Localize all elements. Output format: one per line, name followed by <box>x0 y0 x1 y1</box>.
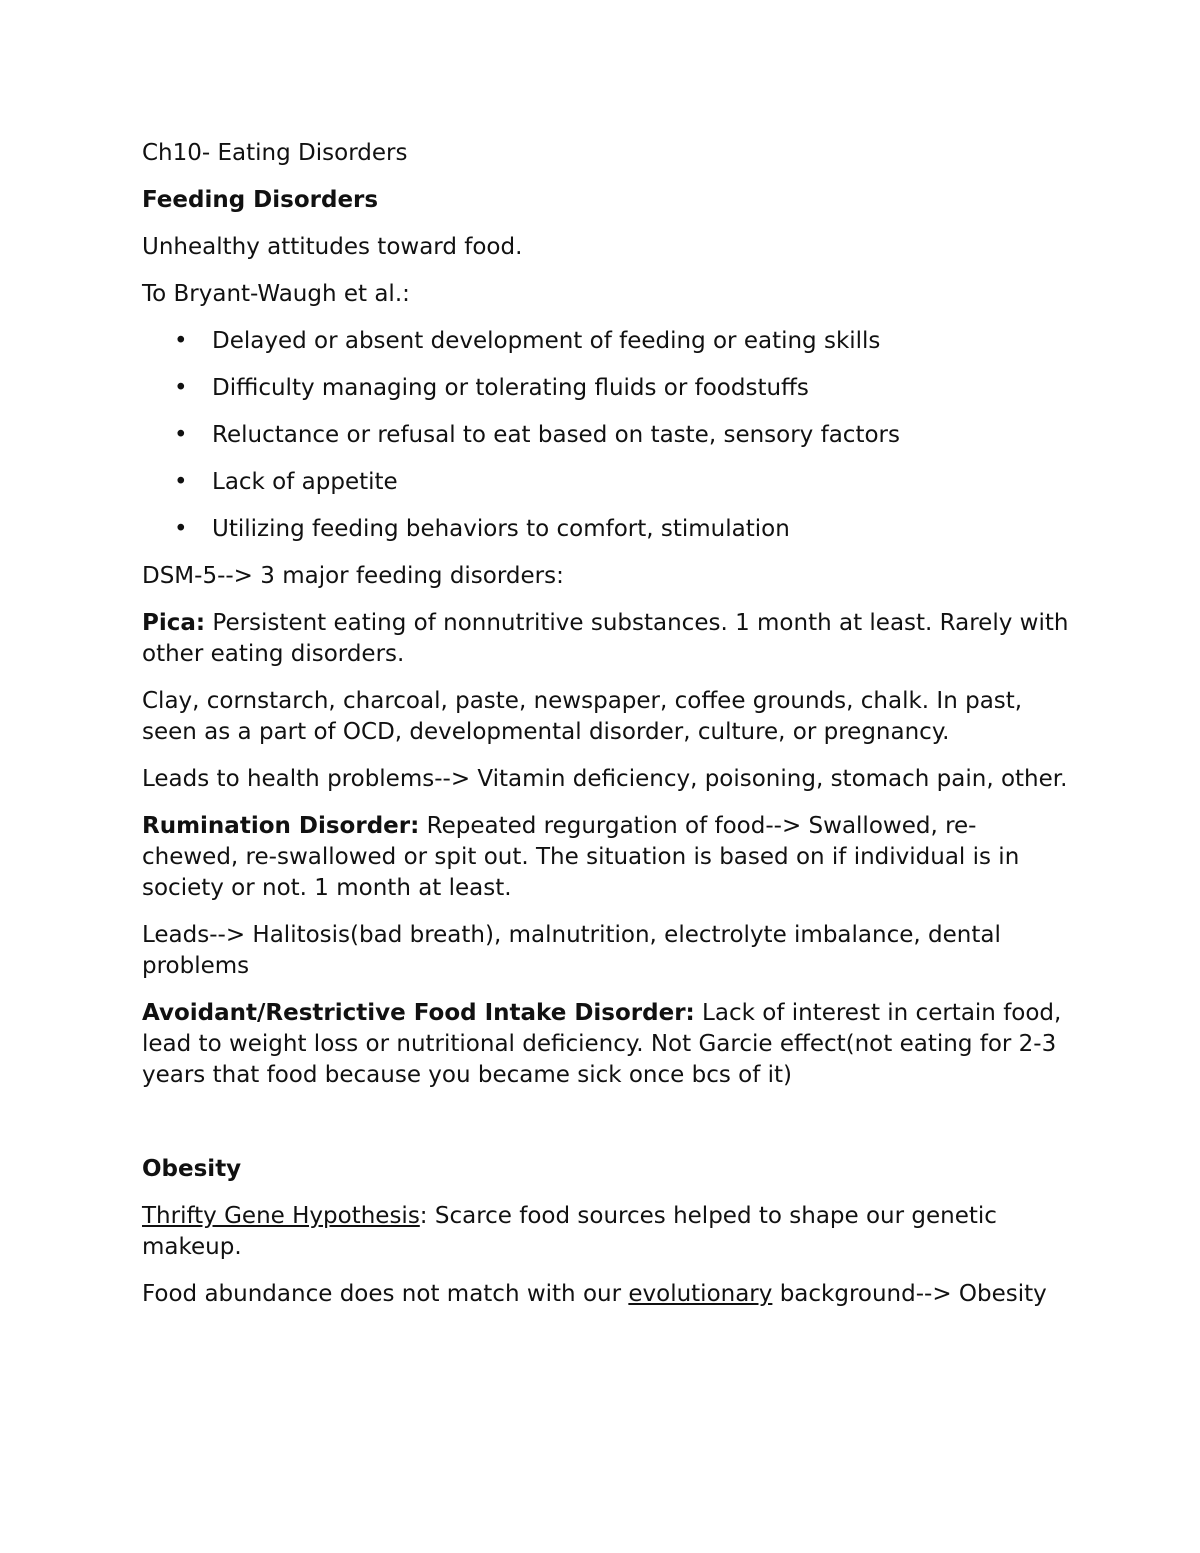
pica-definition: Persistent eating of nonnutritive substances. 1 month at least. Rarely with other eating disorders. <box>142 610 1069 667</box>
document-title: Ch10- Eating Disorders <box>142 140 408 166</box>
rumination-definition: Repeated regurgation of food--> Swallowed, re-chewed, re-swallowed or spit out. The situation is based on if individual is in society or not. 1 month at least. <box>142 813 1020 901</box>
document-page <box>142 138 1072 1326</box>
bullet-icon: • <box>174 469 188 495</box>
dsm-feeding-disorders: DSM-5--> 3 major feeding disorders: <box>142 563 564 589</box>
pica-paragraph <box>142 608 1072 670</box>
list-item-text: Lack of appetite <box>212 469 398 495</box>
thrifty-gene-definition: : Scarce food sources helped to shape our genetic makeup. <box>142 1203 997 1260</box>
list-item <box>142 373 1072 404</box>
list-item <box>142 467 1072 498</box>
bullet-icon: • <box>174 422 188 448</box>
food-abundance-text-start: Food abundance does not match with our <box>142 1281 629 1307</box>
bullet-icon: • <box>174 516 188 542</box>
bullet-icon: • <box>174 328 188 354</box>
list-item-text: Reluctance or refusal to eat based on taste, sensory factors <box>212 422 900 448</box>
bullet-icon: • <box>174 375 188 401</box>
pica-term: Pica: <box>142 610 206 636</box>
arfid-term: Avoidant/Restrictive Food Intake Disorder: <box>142 1000 695 1026</box>
pica-effects: Leads to health problems--> Vitamin deficiency, poisoning, stomach pain, other. <box>142 766 1068 792</box>
list-item-text: Difficulty managing or tolerating fluids or foodstuffs <box>212 375 809 401</box>
feeding-bullet-list <box>142 326 1072 545</box>
obesity-heading: Obesity <box>142 1156 242 1182</box>
feeding-source: To Bryant-Waugh et al.: <box>142 281 410 307</box>
list-item-text: Utilizing feeding behaviors to comfort, stimulation <box>212 516 790 542</box>
evolutionary-term: evolutionary <box>628 1281 773 1307</box>
rumination-term: Rumination Disorder: <box>142 813 420 839</box>
feeding-disorders-heading: Feeding Disorders <box>142 187 379 213</box>
pica-examples: Clay, cornstarch, charcoal, paste, newspaper, coffee grounds, chalk. In past, seen as a part of OCD, developmental disorder, culture, or pregnancy. <box>142 688 1023 745</box>
thrifty-gene-paragraph <box>142 1201 1072 1263</box>
arfid-paragraph <box>142 998 1072 1091</box>
food-abundance-paragraph <box>142 1279 1072 1310</box>
rumination-effects: Leads--> Halitosis(bad breath), malnutrition, electrolyte imbalance, dental problems <box>142 922 1001 979</box>
list-item <box>142 514 1072 545</box>
list-item <box>142 326 1072 357</box>
list-item-text: Delayed or absent development of feeding or eating skills <box>212 328 881 354</box>
feeding-intro: Unhealthy attitudes toward food. <box>142 234 523 260</box>
rumination-paragraph <box>142 811 1072 904</box>
thrifty-gene-term: Thrifty Gene Hypothesis <box>142 1203 420 1229</box>
list-item <box>142 420 1072 451</box>
food-abundance-text-end: background--> Obesity <box>772 1281 1047 1307</box>
empty-line <box>142 1107 1072 1154</box>
arfid-definition: Lack of interest in certain food, lead to weight loss or nutritional deficiency. Not Garcie effect(not eating for 2-3 years that food because you became sick once bcs of it) <box>142 1000 1062 1088</box>
